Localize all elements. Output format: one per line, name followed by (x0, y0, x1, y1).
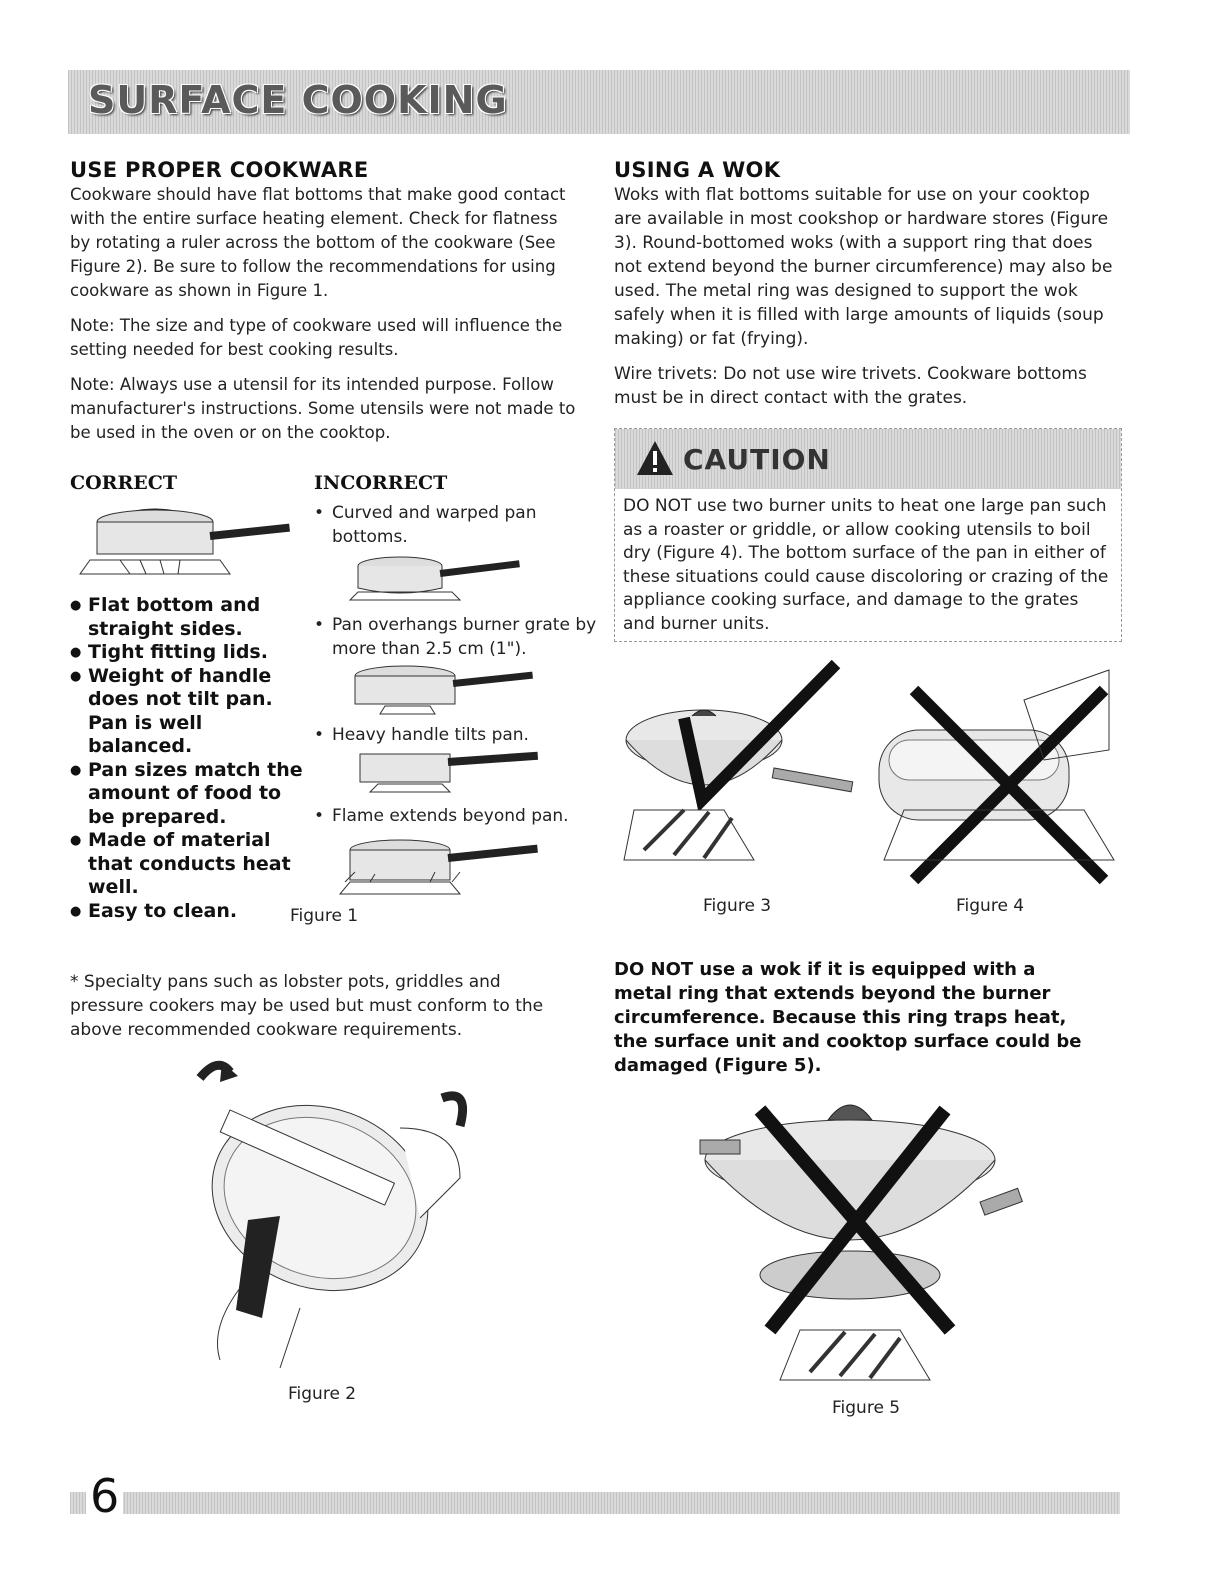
proper-cookware-body (70, 183, 582, 456)
overhang-pan-illustration (340, 662, 560, 720)
warped-pan-illustration (340, 552, 560, 606)
heavy-handle-illustration (340, 748, 560, 796)
correct-item: ● Flat bottom and straight sides. (70, 594, 310, 641)
note-size-paragraph: Note: The size and type of cookware used will influence the setting needed for best cooking results. (70, 316, 563, 359)
caution-box (614, 428, 1122, 642)
using-wok-heading: USING A WOK (614, 158, 781, 182)
proper-cookware-heading: USE PROPER COOKWARE (70, 158, 369, 182)
wok-ring-illustration (690, 1090, 1030, 1400)
correct-item: ● Easy to clean. (70, 900, 310, 924)
page-title: SURFACE COOKING (88, 78, 508, 122)
flame-pan-illustration (330, 832, 560, 900)
wok-figures-illustration (614, 660, 1124, 896)
incorrect-heading: INCORRECT (314, 472, 448, 494)
figure3-caption: Figure 3 (703, 896, 772, 916)
wire-trivets-paragraph: Wire trivets: Do not use wire trivets. Cookware bottoms must be in direct contact with the grates. (614, 364, 1087, 408)
correct-list (70, 594, 310, 923)
figure1-caption: Figure 1 (290, 906, 359, 926)
correct-item: ● Weight of handle does not tilt pan. Pan is well balanced. (70, 665, 310, 759)
wok-ring-warning: DO NOT use a wok if it is equipped with a metal ring that extends beyond the burner circumference. Because this ring traps heat, the surface unit and cooktop surface could be damaged (Figure 5). (614, 959, 1082, 1076)
page-number: 6 (86, 1468, 123, 1524)
figure2-caption: Figure 2 (288, 1384, 357, 1404)
ruler-check-illustration (170, 1048, 490, 1368)
correct-pan-illustration (60, 500, 300, 584)
correct-item: ● Made of material that conducts heat well. (70, 829, 310, 900)
specialty-pans-footnote: * Specialty pans such as lobster pots, griddles and pressure cookers may be used but must conform to the above recommended cookware requirements. (70, 972, 544, 1040)
warning-triangle-icon (635, 439, 675, 479)
incorrect-item: • Heavy handle tilts pan. (312, 723, 592, 747)
caution-header (615, 429, 1121, 489)
using-wok-body (614, 183, 1119, 421)
incorrect-item: • Pan overhangs burner grate by more than 2.5 cm (1"). (312, 613, 602, 661)
correct-item: ● Tight fitting lids. (70, 641, 310, 665)
incorrect-item: • Flame extends beyond pan. (312, 804, 602, 828)
caution-text: DO NOT use two burner units to heat one large pan such as a roaster or griddle, or allow cooking utensils to boil dry (Figure 4). The bottom surface of the pan in either of these situations could cause discoloring or crazing of the appliance cooking surface, and damage to the grates and burner units. (623, 496, 1109, 634)
correct-heading: CORRECT (70, 472, 177, 494)
cookware-paragraph: Cookware should have flat bottoms that make good contact with the entire surface heating element. Check for flatness by rotating a ruler across the bottom of the cookware (See Figure 2). Be sure to follow the recommendations for using cookware as shown in Figure 1. (70, 185, 566, 300)
wok-paragraph: Woks with flat bottoms suitable for use on your cooktop are available in most cookshop or hardware stores (Figure 3). Round-bottomed woks (with a support ring that does not extend beyond the burner circumference) may also be used. The metal ring was designed to support the wok safely when it is filled with large amounts of liquids (soup making) or fat (frying). (614, 185, 1113, 349)
incorrect-item: • Curved and warped pan bottoms. (312, 501, 592, 549)
note-utensil-paragraph: Note: Always use a utensil for its intended purpose. Follow manufacturer's instructions. Some utensils were not made to be used in the oven or on the cooktop. (70, 375, 576, 442)
correct-item: ● Pan sizes match the amount of food to be prepared. (70, 759, 310, 830)
section-banner (68, 70, 1130, 134)
caution-label: CAUTION (683, 443, 831, 476)
figure4-caption: Figure 4 (956, 896, 1025, 916)
footer-bar (70, 1492, 1120, 1514)
figure5-caption: Figure 5 (832, 1398, 901, 1418)
